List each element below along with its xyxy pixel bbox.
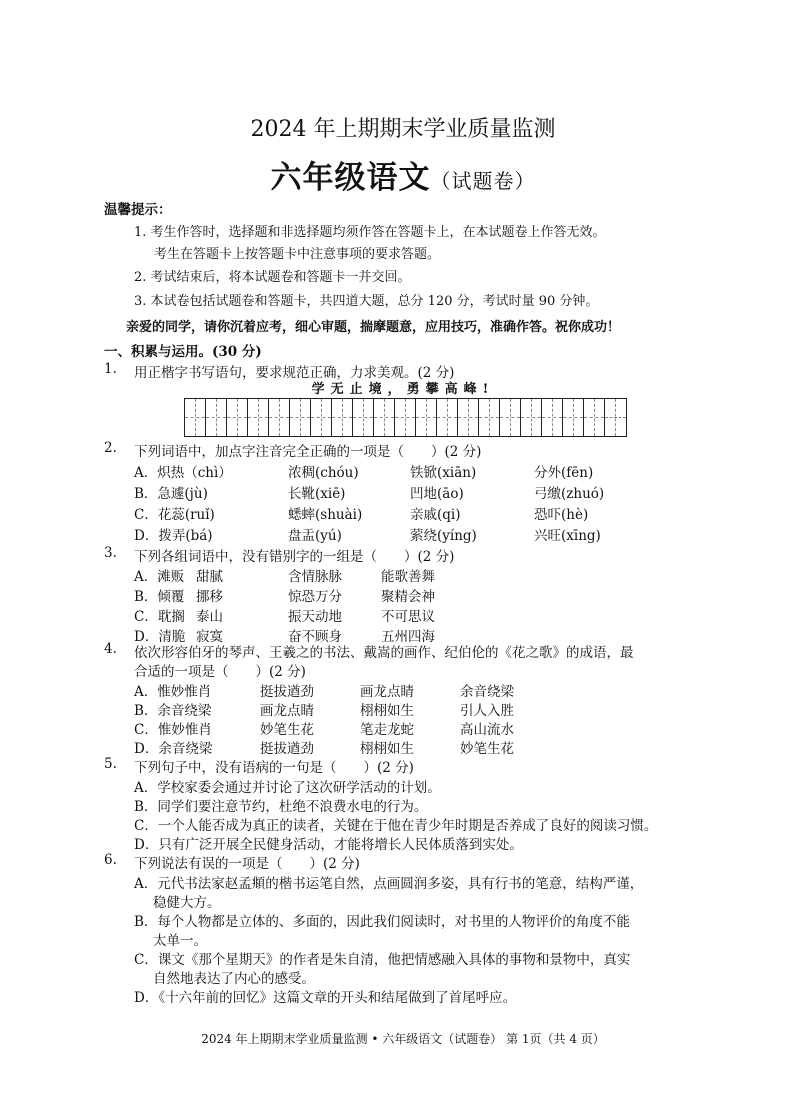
q3-option-cell: 能歌善舞: [381, 569, 435, 585]
q3-option-cell: 泰山: [196, 609, 223, 625]
q4-option-cell: D．余音绕梁: [134, 741, 213, 757]
notice-item-2: 2. 考试结束后，将本试题卷和答题卡一并交回。: [134, 270, 411, 285]
q4-option-cell: 妙笔生花: [260, 722, 314, 738]
q3-option-cell: 振天动地: [288, 609, 342, 625]
q4-text-line2: 合适的一项是（ ）(2 分): [134, 664, 306, 680]
q4-option-cell: 笔走龙蛇: [360, 722, 414, 738]
q3-option-cell: 惊恐万分: [288, 589, 342, 605]
q2-option-cell: 浓稠(chóu): [288, 465, 359, 481]
grid-cell: [311, 399, 332, 436]
q4-option-cell: 妙笔生花: [460, 741, 514, 757]
grid-cell: [269, 399, 290, 436]
q2-option-cell: 长靴(xiē): [288, 486, 346, 502]
q5-number: 5.: [104, 756, 117, 772]
subject-name: 六年级语文: [270, 160, 431, 196]
q6-text: 下列说法有误的一项是（ ）(2 分): [134, 856, 360, 872]
q4-option-cell: 挺拔遒劲: [260, 741, 314, 757]
grid-cell: [248, 399, 269, 436]
grid-cell: [290, 399, 311, 436]
q2-option-cell: D．拨弄(bá): [134, 528, 213, 544]
q3-text: 下列各组词语中，没有错别字的一组是（ ）(2 分): [134, 549, 455, 565]
grid-cell: [458, 399, 479, 436]
notice-label: 温馨提示：: [104, 202, 172, 218]
q5-option-a: A．学校家委会通过并讨论了这次研学活动的计划。: [134, 780, 441, 796]
grid-cell: [185, 399, 206, 436]
q2-option-cell: 亲戚(qi): [410, 507, 461, 523]
q2-option-cell: 铁锨(xiān): [410, 465, 477, 481]
notice-item-1: 1. 考生作答时，选择题和非选择题均须作答在答题卡上，在本试题卷上作答无效。: [134, 225, 606, 240]
q1-text: 用正楷字书写语句，要求规范正确，力求美观。(2 分): [134, 365, 455, 381]
q4-option-cell: 画龙点睛: [360, 684, 414, 700]
q3-option-cell: 五州四海: [381, 629, 435, 645]
q4-text-line1: 依次形容伯牙的琴声、王羲之的书法、戴嵩的画作、纪伯伦的《花之歌》的成语，最: [134, 645, 634, 661]
grid-cell: [542, 399, 563, 436]
grid-cell: [227, 399, 248, 436]
q6-number: 6.: [104, 852, 117, 868]
page-footer: 2024 年上期期末学业质量监测 • 六年级语文（试题卷） 第 1页（共 4 页）: [201, 1032, 605, 1046]
subject-title: [0, 152, 806, 197]
q5-option-d: D．只有广泛开展全民健身活动，才能将增长人民体质落到实处。: [134, 837, 523, 853]
grid-cell: [500, 399, 521, 436]
q2-number: 2.: [104, 440, 117, 456]
grid-cell: [206, 399, 227, 436]
subject-suffix: （试题卷）: [430, 169, 536, 193]
q4-option-cell: 引人入胜: [460, 703, 514, 719]
q4-number: 4.: [104, 641, 117, 657]
q4-option-cell: 余音绕梁: [460, 684, 514, 700]
q3-option-cell: 奋不顾身: [288, 629, 342, 645]
q6-option-a-line1: A．元代书法家赵孟頫的楷书运笔自然，点画圆润多姿，具有行书的笔意，结构严谨，: [134, 876, 644, 892]
q2-option-cell: 萦绕(yíng): [410, 528, 477, 544]
q3-option-cell: 挪移: [196, 589, 223, 605]
q4-option-cell: 栩栩如生: [360, 703, 414, 719]
grid-cell: [584, 399, 605, 436]
grid-cell: [332, 399, 353, 436]
notice-item-1-cont: 考生在答题卡上按答题卡中注意事项的要求答题。: [154, 247, 441, 262]
q5-text: 下列句子中，没有语病的一句是（ ）(2 分): [134, 760, 414, 776]
q2-option-cell: 凹地(āo): [410, 486, 464, 502]
grid-cell: [479, 399, 500, 436]
exam-title: 2024 年上期期末学业质量监测: [250, 117, 556, 142]
q2-option-cell: A．炽热（chì）: [134, 465, 232, 481]
q4-option-cell: B．余音绕梁: [134, 703, 212, 719]
q3-option-cell: C．耽搁: [134, 609, 185, 625]
q1-number: 1.: [104, 361, 117, 377]
q2-option-cell: 分外(fēn): [534, 465, 594, 481]
q4-option-cell: 画龙点睛: [260, 703, 314, 719]
grid-cell: [605, 399, 626, 436]
q6-option-a-line2: 稳健大方。: [153, 895, 221, 911]
q6-option-b-line2: 太单一。: [153, 933, 207, 949]
q2-option-cell: 兴旺(xīng): [534, 528, 601, 544]
q2-option-cell: C．花蕊(ruǐ): [134, 507, 215, 523]
grid-cell: [353, 399, 374, 436]
q4-option-cell: C．惟妙惟肖: [134, 722, 212, 738]
q3-option-cell: 含情脉脉: [288, 569, 342, 585]
q4-option-cell: 高山流水: [460, 722, 514, 738]
q6-option-c-line2: 自然地表达了内心的感受。: [153, 971, 315, 987]
grid-cell: [521, 399, 542, 436]
q2-option-cell: B．急遽(jù): [134, 486, 208, 502]
q6-option-c-line1: C．课文《那个星期天》的作者是朱自清，他把情感融入具体的事物和景物中，真实: [134, 952, 631, 968]
q2-option-cell: 恐吓(hè): [534, 507, 589, 523]
q3-option-cell: A．滩贩: [134, 569, 185, 585]
q4-option-cell: 栩栩如生: [360, 741, 414, 757]
q1-motto: 学无止境，勇攀高峰!: [311, 382, 495, 397]
grid-cell: [374, 399, 395, 436]
q6-option-b-line1: B．每个人物都是立体的、多面的，因此我们阅读时，对书里的人物评价的角度不能: [134, 914, 630, 930]
q3-option-cell: 不可思议: [381, 609, 435, 625]
q3-option-cell: D．清脆: [134, 629, 186, 645]
q2-option-cell: 盘盂(yú): [288, 528, 342, 544]
q3-option-cell: 聚精会神: [381, 589, 435, 605]
q4-option-cell: A．惟妙惟肖: [134, 684, 212, 700]
q4-option-cell: 挺拔遒劲: [260, 684, 314, 700]
q6-option-d: D．《十六年前的回忆》这篇文章的开头和结尾做到了首尾呼应。: [134, 990, 517, 1006]
q3-option-cell: 甜腻: [196, 569, 223, 585]
writing-grid: [184, 398, 627, 437]
grid-cell: [416, 399, 437, 436]
notice-greeting: 亲爱的同学，请你沉着应考，细心审题，揣摩题意，应用技巧，准确作答。祝你成功！: [126, 320, 621, 335]
q5-option-b: B．同学们要注意节约，杜绝不浪费水电的行为。: [134, 799, 428, 815]
q3-option-cell: B．倾覆: [134, 589, 185, 605]
notice-item-3: 3. 本试卷包括试题卷和答题卡，共四道大题，总分 120 分，考试时量 90 分钟。: [134, 294, 599, 309]
q2-option-cell: 蟋蟀(shuài): [288, 507, 363, 523]
q3-option-cell: 寂寞: [196, 629, 223, 645]
q5-option-c: C．一个人能否成为真正的读者，关键在于他在青少年时期是否养成了良好的阅读习惯。: [134, 818, 658, 834]
grid-cell: [395, 399, 416, 436]
q2-option-cell: 弓缴(zhuó): [534, 486, 605, 502]
grid-cell: [563, 399, 584, 436]
section1-title: 一、积累与运用。(30 分): [104, 344, 262, 360]
q2-text: 下列词语中，加点字注音完全正确的一项是（ ）(2 分): [134, 444, 482, 460]
q3-number: 3.: [104, 545, 117, 561]
grid-cell: [437, 399, 458, 436]
